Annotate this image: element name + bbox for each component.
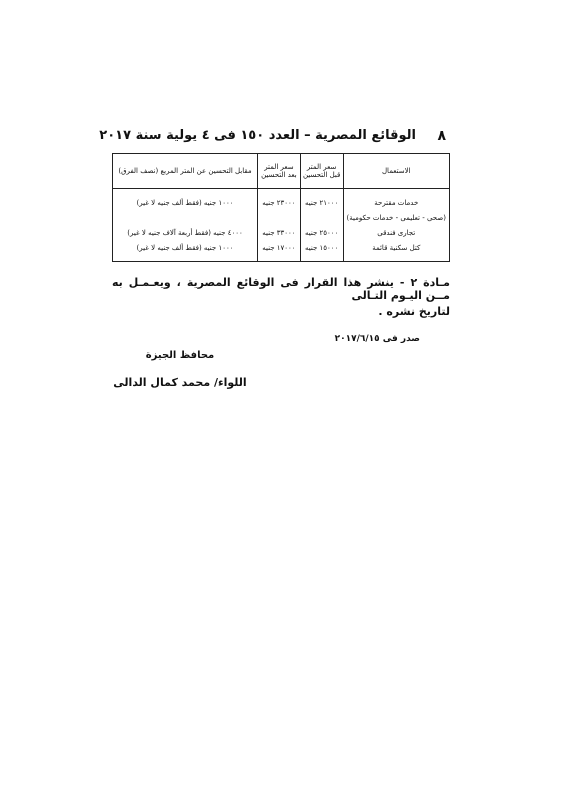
- cell-before: ١٥٠٠٠ جنيه: [300, 240, 343, 262]
- header-title: الوقائع المصرية – العدد ١٥٠ فى ٤ يولية سنة ٢٠١٧: [99, 128, 416, 143]
- cell-after: ٣٣٠٠٠ جنيه: [258, 225, 301, 240]
- cell-before: ٢١٠٠٠ جنيه: [300, 189, 343, 211]
- cell-improvement: ١٠٠٠ جنيه (فقط ألف جنيه لا غير): [113, 189, 258, 211]
- table-row: [113, 189, 450, 211]
- cell-after: ٢٣٠٠٠ جنيه: [258, 189, 301, 211]
- page-header: [99, 128, 446, 148]
- pricing-table: [112, 153, 450, 262]
- col-improvement: مقابل التحسين عن المتر المربع (نصف الفرق): [113, 154, 258, 189]
- cell-before: [300, 210, 343, 225]
- cell-use: كتل سكنية قائمة: [343, 240, 449, 262]
- table-row: [113, 210, 450, 225]
- table-row: [113, 240, 450, 262]
- cell-after: [258, 210, 301, 225]
- cell-improvement: [113, 210, 258, 225]
- col-before: سعر المتر قبل التحسين: [300, 154, 343, 189]
- cell-after: ١٧٠٠٠ جنيه: [258, 240, 301, 262]
- signatory-name: اللواء/ محمد كمال الدالى: [113, 376, 247, 389]
- issue-date: صدر فى ٢٠١٧/٦/١٥: [334, 334, 420, 344]
- col-after: سعر المتر بعد التحسين: [258, 154, 301, 189]
- col-use: الاستعمال: [343, 154, 449, 189]
- cell-use: خدمات مقترحة: [343, 189, 449, 211]
- article-text: مـادة ٢ - ينشر هذا القرار فى الوقائع المصرية ، ويعـمـل به مــن اليـوم التـالى: [112, 276, 450, 302]
- cell-improvement: ١٠٠٠ جنيه (فقط ألف جنيه لا غير): [113, 240, 258, 262]
- cell-use: تجارى فندقى: [343, 225, 449, 240]
- cell-use: (صحى - تعليمى - خدمات حكومية): [343, 210, 449, 225]
- cell-before: ٢٥٠٠٠ جنيه: [300, 225, 343, 240]
- cell-improvement: ٤٠٠٠ جنيه (فقط أربعة آلاف جنيه لا غير): [113, 225, 258, 240]
- page-number: ٨: [437, 128, 446, 144]
- table-row: [113, 225, 450, 240]
- signatory-title: محافظ الجيزة: [145, 350, 215, 361]
- article-text-continued: لتاريخ نشره .: [378, 305, 450, 318]
